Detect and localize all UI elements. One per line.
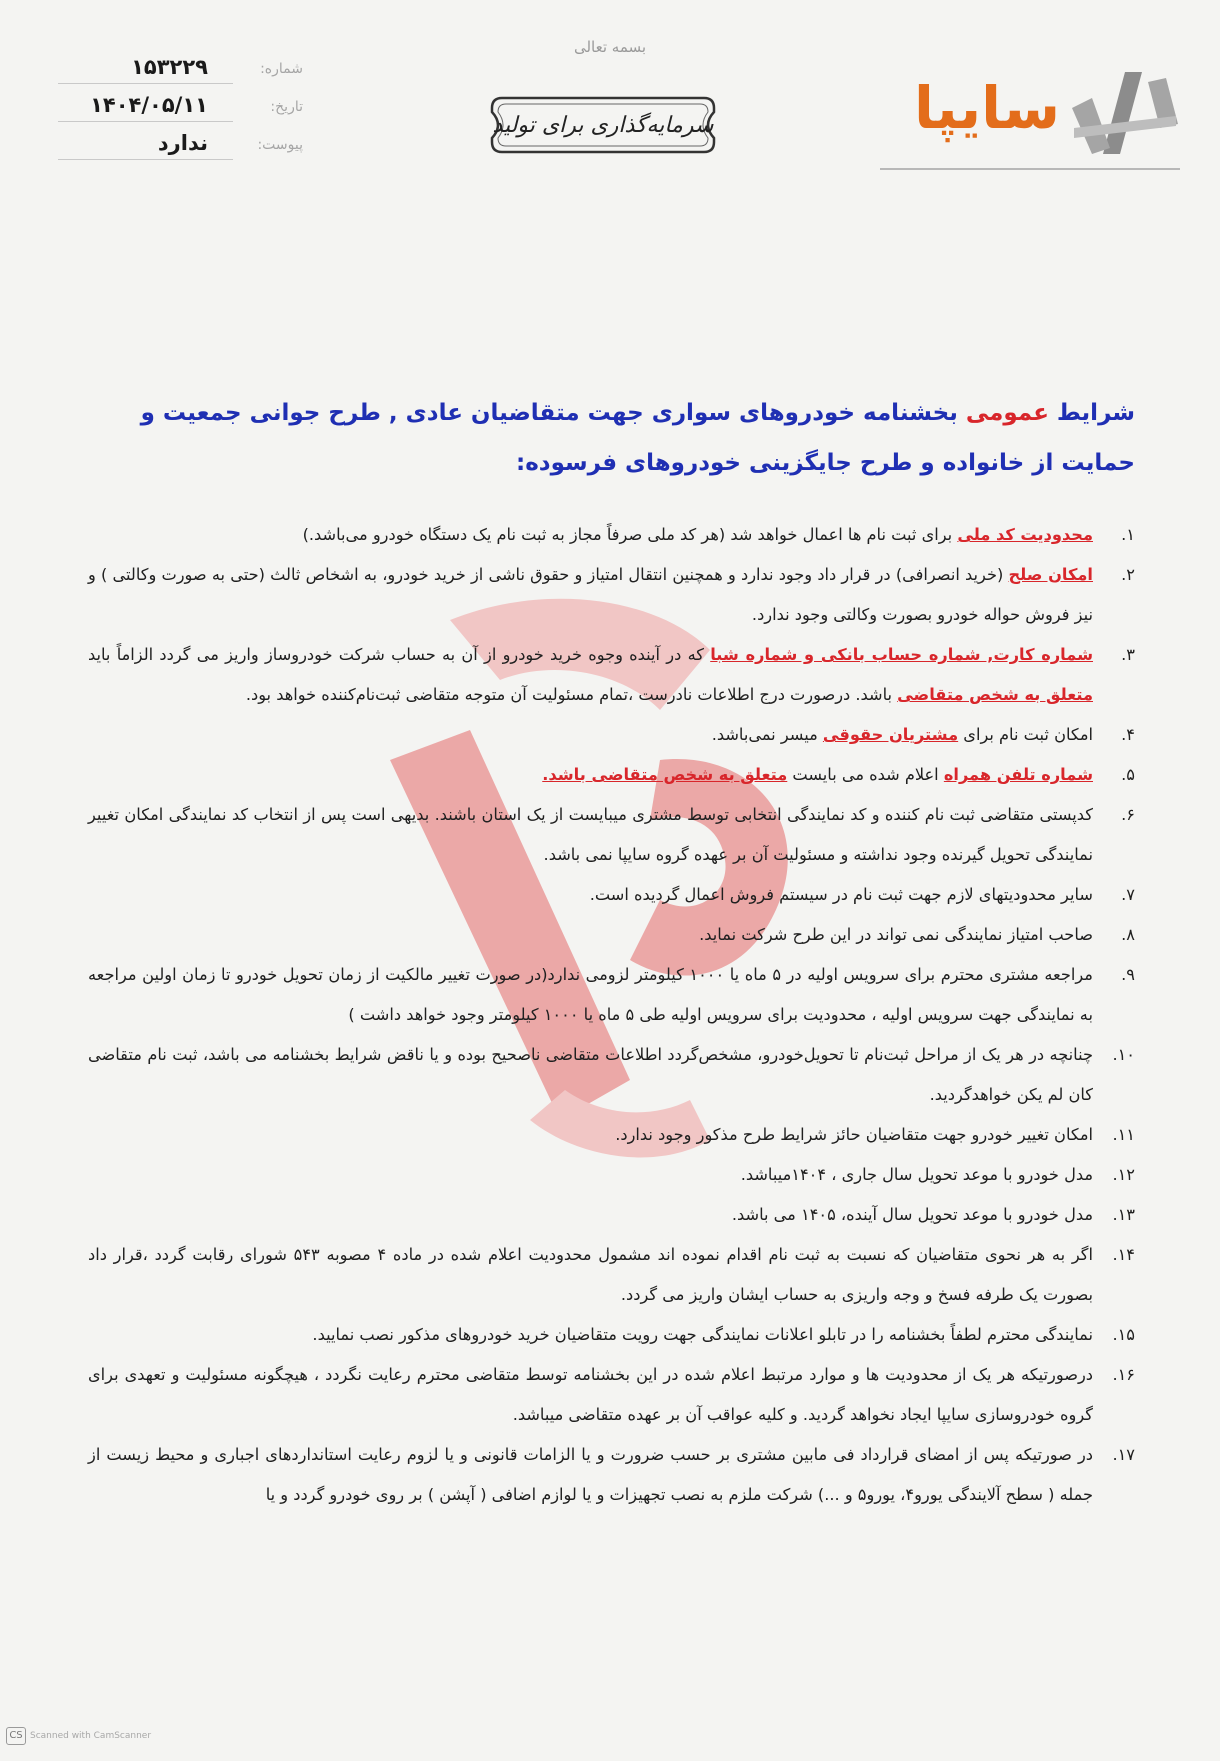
terms-list	[88, 515, 1135, 1515]
term-item	[88, 1435, 1135, 1515]
term-item	[88, 555, 1135, 635]
term-number: ۱۵.	[1112, 1325, 1135, 1344]
slogan-frame	[488, 92, 718, 158]
term-text: اگر به هر نحوی متقاضیان که نسبت به ثبت نام اقدام نموده اند مشمول محدودیت اعلام شده در ماده ۴ مصوبه ۵۴۳ شورای رقابت گردد ،قرار داد بصورت یک طرفه فسخ و وجه واریزی به حساب ایشان واریز می گردد.	[88, 1245, 1093, 1304]
term-item	[88, 515, 1135, 555]
saipa-logo	[850, 68, 1180, 178]
term-item	[88, 915, 1135, 955]
meta-line	[58, 159, 233, 160]
term-number: ۱۶.	[1112, 1365, 1135, 1384]
term-number: ۲.	[1121, 565, 1135, 584]
term-item	[88, 1355, 1135, 1435]
term-item	[88, 1115, 1135, 1155]
term-item	[88, 1235, 1135, 1315]
logo-text: سایپا	[913, 74, 1060, 142]
term-highlight: متعلق به شخص متقاضی باشد.	[542, 765, 788, 784]
term-highlight: محدودیت کد ملی	[957, 525, 1093, 544]
term-text: امکان ثبت نام برای	[958, 725, 1093, 744]
meta-number	[58, 55, 303, 93]
saipa-emblem-icon	[1070, 68, 1180, 158]
term-text: میسر نمی‌باشد.	[711, 725, 823, 744]
term-item	[88, 715, 1135, 755]
term-text: کدپستی متقاضی ثبت نام کننده و کد نمایندگی انتخابی توسط مشتری میبایست از یک استان باشند. بدیهی است پس از انتخاب کد نمایندگی امکان تغییر نمایندگی تحویل گیرنده وجود نداشته و مسئولیت آن بر عهده گروه سایپا نمی باشد.	[88, 805, 1093, 864]
term-text: سایر محدودیتهای لازم جهت ثبت نام در سیستم فروش اعمال گردیده است.	[589, 885, 1093, 904]
meta-label: شماره:	[260, 61, 303, 77]
term-highlight: مشتریان حقوقی	[822, 725, 959, 744]
title-highlight: عمومی	[965, 400, 1049, 426]
term-number: ۱۴.	[1112, 1245, 1135, 1264]
meta-value: ۱۴۰۴/۰۵/۱۱	[90, 93, 208, 117]
term-number: ۱۲.	[1112, 1165, 1135, 1184]
document-title	[85, 388, 1135, 488]
term-highlight: متعلق به شخص متقاضی	[897, 685, 1093, 704]
meta-value: ۱۵۳۲۲۹	[131, 55, 208, 79]
term-text: امکان تغییر خودرو جهت متقاضیان حائز شرایط طرح مذکور وجود ندارد.	[615, 1125, 1093, 1144]
term-number: ۱.	[1121, 525, 1135, 544]
camscanner-icon: CS	[6, 1727, 26, 1745]
meta-date	[58, 93, 303, 131]
besmellah-heading: بسمه تعالی	[573, 38, 647, 56]
meta-line	[58, 83, 233, 84]
term-number: ۹.	[1121, 965, 1135, 984]
term-highlight: شماره تلفن همراه	[943, 765, 1093, 784]
term-number: ۵.	[1121, 765, 1135, 784]
term-item	[88, 955, 1135, 1035]
slogan-text: سرمایه‌گذاری برای تولید	[492, 112, 714, 138]
term-number: ۷.	[1121, 885, 1135, 904]
term-item	[88, 635, 1135, 715]
term-highlight: امکان صلح	[1008, 565, 1093, 584]
term-item	[88, 1315, 1135, 1355]
term-text: باشد. درصورت درج اطلاعات نادرست ،تمام مسئولیت آن متوجه متقاضی ثبت‌نام‌کننده خواهد بود.	[245, 685, 898, 704]
meta-line	[58, 121, 233, 122]
camscanner-text: Scanned with CamScanner	[30, 1731, 152, 1741]
term-item	[88, 1035, 1135, 1115]
term-text: نمایندگی محترم لطفاً بخشنامه را در تابلو اعلانات نمایندگی جهت رویت متقاضیان خرید خودروهای مذکور نصب نمایید.	[312, 1325, 1093, 1344]
term-text: که در آینده وجوه خرید خودرو از آن به حساب شرکت خودروساز واریز می گردد الزاماً باید	[88, 645, 711, 664]
term-text: برای ثبت نام ها اعمال خواهد شد (هر کد ملی صرفاً مجاز به ثبت نام یک دستگاه خودرو می‌باشد.)	[302, 525, 958, 544]
camscanner-watermark	[6, 1727, 151, 1745]
term-text: مدل خودرو با موعد تحویل سال آینده، ۱۴۰۵ می باشد.	[731, 1205, 1093, 1224]
term-number: ۱۳.	[1112, 1205, 1135, 1224]
term-item	[88, 795, 1135, 875]
title-part3: بخشنامه خودروهای سواری جهت متقاضیان عادی , طرح جوانی جمعیت و حمایت از خانواده و طرح جایگزینی خودروهای فرسوده:	[140, 400, 1135, 476]
term-text: مدل خودرو با موعد تحویل سال جاری ، ۱۴۰۴میباشد.	[740, 1165, 1093, 1184]
term-text: (خرید انصرافی) در قرار داد وجود ندارد و همچنین انتقال امتیاز و حقوق ناشی از خرید خودرو، به اشخاص ثالث (حتی به صورت وکالتی ) و نیز فروش حواله خودرو بصورت وکالتی وجود ندارد.	[88, 565, 1093, 624]
term-text: درصورتیکه هر یک از محدودیت ها و موارد مرتبط اعلام شده در این بخشنامه توسط متقاضی محترم رعایت نگردد ، هیچگونه مسئولیت و تعهدی برای گروه خودروسازی سایپا ایجاد نخواهد گردید. و کلیه عواقب آن بر عهده متقاضی میباشد.	[88, 1365, 1093, 1424]
term-number: ۴.	[1121, 725, 1135, 744]
document-meta	[58, 55, 303, 169]
term-text: مراجعه مشتری محترم برای سرویس اولیه در ۵ ماه یا ۱۰۰۰ کیلومتر لزومی ندارد(در صورت تغییر مالکیت از زمان تحویل خودرو تا زمان اولین مراجعه به نمایندگی جهت سرویس اولیه ، محدودیت برای سرویس اولیه طی ۵ ماه یا ۱۰۰۰ کیلومتر وجود خواهد داشت )	[88, 965, 1093, 1024]
term-number: ۶.	[1121, 805, 1135, 824]
term-number: ۸.	[1121, 925, 1135, 944]
term-text: اعلام شده می بایست	[787, 765, 944, 784]
meta-value: ندارد	[157, 131, 208, 155]
meta-label: تاریخ:	[270, 99, 303, 115]
term-item	[88, 1155, 1135, 1195]
term-text: چنانچه در هر یک از مراحل ثبت‌نام تا تحویل‌خودرو، مشخص‌گردد اطلاعات متقاضی ناصحیح بوده و یا ناقض شرایط بخشنامه می باشد، ثبت نام متقاضی کان لم یکن خواهدگردید.	[88, 1045, 1093, 1104]
term-item	[88, 755, 1135, 795]
term-number: ۱۱.	[1112, 1125, 1135, 1144]
meta-attachment	[58, 131, 303, 169]
term-highlight: شماره کارت, شماره حساب بانکی و شماره شبا	[710, 645, 1093, 664]
term-number: ۱۰.	[1112, 1045, 1135, 1064]
term-number: ۱۷.	[1112, 1445, 1135, 1464]
term-item	[88, 1195, 1135, 1235]
term-text: صاحب امتیاز نمایندگی نمی تواند در این طرح شرکت نماید.	[699, 925, 1093, 944]
logo-underline	[880, 168, 1180, 170]
term-text: در صورتیکه پس از امضای قرارداد فی مابین مشتری بر حسب ضرورت و یا الزامات قانونی و یا لزوم رعایت استانداردهای اجباری و محیط زیست از جمله ( سطح آلایندگی یورو۴، یورو۵ و ...) شرکت ملزم به نصب تجهیزات و یا لوازم اضافی ( آپشن ) بر روی خودرو گردد و یا	[88, 1445, 1093, 1504]
title-part1: شرایط	[1056, 400, 1135, 426]
term-item	[88, 875, 1135, 915]
meta-label: پیوست:	[257, 137, 303, 153]
term-number: ۳.	[1121, 645, 1135, 664]
